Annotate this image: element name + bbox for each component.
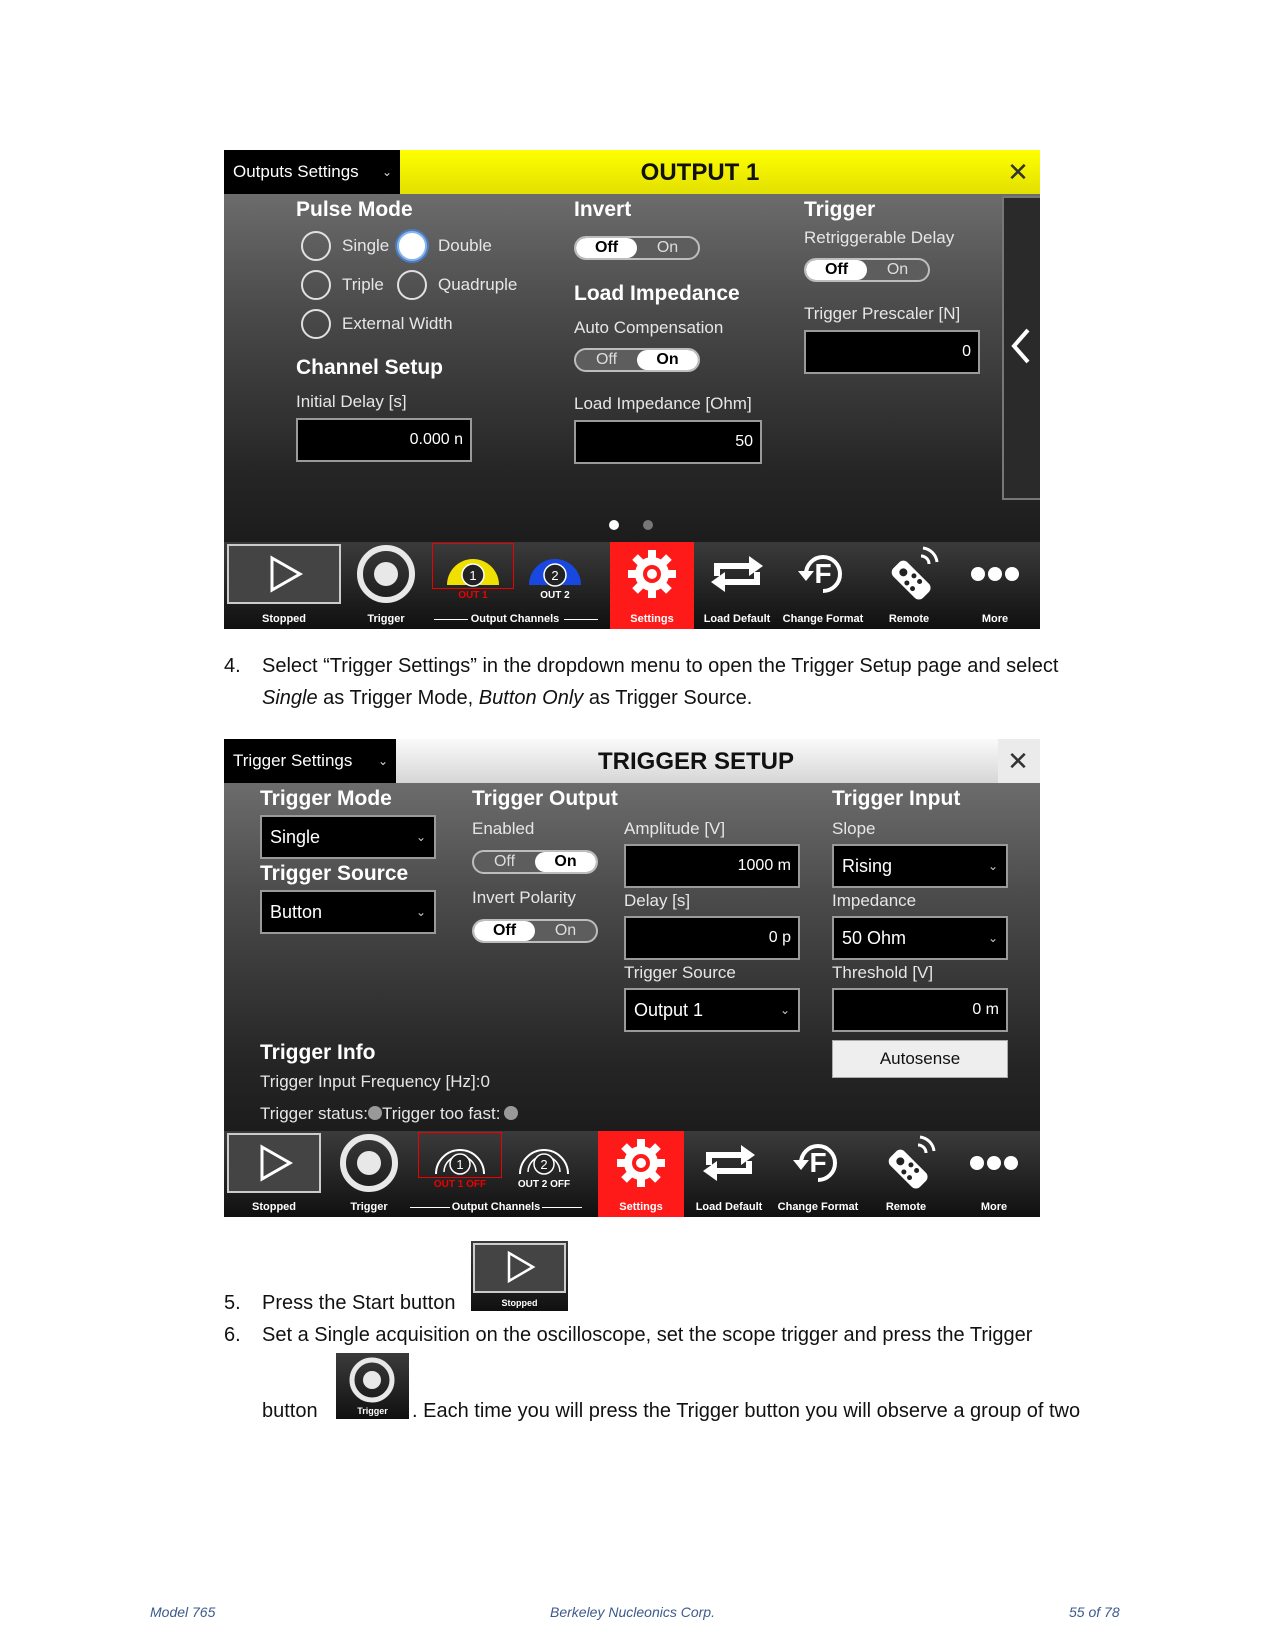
- format-icon: [796, 547, 850, 601]
- chevron-down-icon: ⌄: [987, 931, 998, 945]
- gear-icon: [626, 548, 678, 600]
- step4-em-single: Single: [262, 687, 318, 709]
- trigger-prescaler-label: Trigger Prescaler [N]: [804, 304, 961, 323]
- remote-control-icon: [879, 544, 939, 604]
- play-icon: [264, 554, 304, 594]
- output-channels-label: Output Channels: [470, 613, 560, 625]
- repeat-icon: [701, 1143, 757, 1183]
- trigger-output-source-label: Trigger Source: [624, 963, 736, 982]
- toggle-on-option: On: [637, 350, 698, 370]
- gear-icon: [615, 1137, 667, 1189]
- trigger-header: Trigger: [804, 198, 876, 221]
- radio-triple[interactable]: [301, 270, 331, 300]
- remote-label: Remote: [888, 613, 930, 625]
- delay-label: Delay [s]: [624, 891, 691, 910]
- step4-line1: Select “Trigger Settings” in the dropdown menu to open the Trigger Setup page and select: [262, 655, 1059, 677]
- play-icon: [503, 1250, 537, 1284]
- close-icon[interactable]: ✕: [1007, 746, 1029, 776]
- more-label: More: [981, 613, 1009, 625]
- trigger-output-header: Trigger Output: [472, 787, 618, 810]
- target-icon: [339, 1133, 399, 1193]
- slope-value: Rising: [842, 856, 893, 876]
- radio-quadruple[interactable]: [397, 270, 427, 300]
- trigger-button[interactable]: [324, 1131, 414, 1217]
- trigger-status-label: Trigger status:: [260, 1104, 369, 1123]
- title-bar: [224, 150, 1040, 194]
- enabled-label: Enabled: [472, 819, 535, 838]
- svg-text:2: 2: [540, 1157, 548, 1172]
- invert-polarity-toggle[interactable]: [472, 919, 598, 943]
- retriggerable-delay-label: Retriggerable Delay: [804, 228, 955, 247]
- close-icon[interactable]: ✕: [1007, 157, 1029, 187]
- more-icon: [969, 1155, 1019, 1171]
- step4-number: 4.: [224, 655, 241, 677]
- trigger-source-select[interactable]: [260, 890, 436, 934]
- svg-text:F: F: [809, 1147, 827, 1178]
- chevron-down-icon: ⌄: [415, 830, 426, 844]
- step6-line2b: . Each time you will press the Trigger button you will observe a group of two: [412, 1400, 1081, 1422]
- invert-polarity-label: Invert Polarity: [472, 888, 576, 907]
- output-settings-screenshot: [224, 150, 1040, 629]
- invert-header: Invert: [574, 198, 632, 221]
- impedance-select[interactable]: [832, 916, 1008, 960]
- page-title: OUTPUT 1: [640, 159, 760, 186]
- slope-select[interactable]: [832, 844, 1008, 888]
- load-impedance-header: Load Impedance: [574, 282, 740, 305]
- impedance-value: 50 Ohm: [842, 928, 907, 948]
- trigger-info-header: Trigger Info: [260, 1041, 376, 1064]
- toggle-off-option: Off: [595, 351, 618, 368]
- load-default-button[interactable]: [684, 1131, 774, 1217]
- chevron-down-icon: ⌄: [377, 754, 388, 768]
- start-button-label: Stopped: [262, 613, 306, 625]
- start-button-label: Stopped: [252, 1201, 296, 1213]
- threshold-label: Threshold [V]: [832, 963, 934, 982]
- amplitude-input[interactable]: 1000 m: [624, 844, 800, 888]
- page-indicator[interactable]: [643, 520, 653, 530]
- page-indicator-active[interactable]: [609, 520, 619, 530]
- more-label: More: [980, 1201, 1008, 1213]
- toggle-off-option: Off: [493, 853, 516, 870]
- output2-icon: [514, 1134, 574, 1180]
- trigger-output-source-select[interactable]: [624, 988, 800, 1032]
- pulse-mode-header: Pulse Mode: [296, 198, 413, 221]
- target-icon: [348, 1356, 396, 1404]
- more-button[interactable]: [952, 542, 1038, 629]
- enabled-toggle[interactable]: [472, 850, 598, 874]
- load-default-label: Load Default: [695, 1201, 763, 1213]
- more-icon: [970, 566, 1020, 582]
- step6-line2a: button: [262, 1400, 318, 1422]
- trigger-too-fast-label: Trigger too fast:: [382, 1104, 501, 1123]
- load-impedance-input[interactable]: 50: [574, 420, 762, 464]
- footer-company: Berkeley Nucleonics Corp.: [550, 1604, 715, 1620]
- slope-label: Slope: [832, 819, 876, 838]
- chevron-down-icon: ⌄: [987, 859, 998, 873]
- impedance-label: Impedance: [832, 891, 917, 910]
- format-icon: [791, 1136, 845, 1190]
- svg-text:1: 1: [469, 568, 477, 583]
- step5-number: 5.: [224, 1292, 241, 1314]
- chevron-left-icon: [1004, 198, 1040, 498]
- output1-icon: [430, 1134, 490, 1180]
- retriggerable-delay-toggle[interactable]: [804, 258, 930, 282]
- svg-text:1: 1: [456, 1157, 464, 1172]
- output2-status: OUT 2 OFF: [517, 1179, 571, 1190]
- auto-compensation-label: Auto Compensation: [574, 318, 724, 337]
- trigger-button-label: Trigger: [367, 613, 405, 625]
- bottom-toolbar: [224, 1131, 1040, 1217]
- step6-number: 6.: [224, 1324, 241, 1346]
- output2-icon: [525, 545, 585, 591]
- divider-line: [542, 1207, 582, 1208]
- load-default-button[interactable]: [694, 542, 780, 629]
- trigger-button[interactable]: [344, 542, 428, 629]
- target-icon: [356, 544, 416, 604]
- amplitude-label: Amplitude [V]: [624, 819, 726, 838]
- load-default-label: Load Default: [703, 613, 771, 625]
- change-format-button[interactable]: [774, 1131, 862, 1217]
- step5-text: Press the Start button: [262, 1292, 456, 1314]
- divider-line: [434, 619, 468, 620]
- radio-external-width-label: External Width: [342, 314, 453, 333]
- start-button-inline: [471, 1241, 568, 1311]
- initial-delay-label: Initial Delay [s]: [296, 392, 407, 411]
- svg-text:F: F: [814, 558, 832, 589]
- trigger-output-source-value: Output 1: [634, 1000, 704, 1020]
- channel-setup-header: Channel Setup: [296, 356, 444, 379]
- title-bar: [224, 739, 1040, 783]
- step4-end: as Trigger Source.: [583, 687, 753, 709]
- start-button[interactable]: [224, 542, 344, 629]
- trigger-mode-value: Single: [270, 827, 321, 847]
- trigger-source-value: Button: [270, 902, 323, 922]
- radio-triple-label: Triple: [342, 275, 384, 294]
- trigger-mode-select[interactable]: [260, 815, 436, 859]
- radio-double[interactable]: [397, 231, 427, 261]
- change-format-label: Change Format: [777, 1201, 859, 1213]
- trigger-mode-header: Trigger Mode: [260, 787, 392, 810]
- settings-dropdown-value: Outputs Settings: [233, 162, 359, 181]
- settings-button-label: Settings: [619, 1201, 663, 1213]
- change-format-label: Change Format: [782, 613, 864, 625]
- threshold-input[interactable]: 0 m: [832, 988, 1008, 1032]
- toggle-on-option: On: [656, 239, 679, 256]
- trigger-button-label: Trigger: [350, 1201, 388, 1213]
- too-fast-led-icon: [504, 1106, 518, 1120]
- toggle-off-option: Off: [806, 260, 867, 280]
- settings-button[interactable]: [610, 542, 694, 629]
- toggle-on-option: On: [886, 261, 909, 278]
- autosense-button[interactable]: Autosense: [832, 1040, 1008, 1078]
- toggle-off-option: Off: [576, 238, 637, 258]
- chevron-down-icon: ⌄: [415, 905, 426, 919]
- page-title: TRIGGER SETUP: [597, 748, 795, 775]
- radio-double-label: Double: [438, 236, 492, 255]
- step4-mid: as Trigger Mode,: [317, 687, 479, 709]
- trigger-button-inline: [336, 1353, 409, 1419]
- remote-label: Remote: [885, 1201, 927, 1213]
- settings-button-label: Settings: [630, 613, 674, 625]
- settings-button[interactable]: [598, 1131, 684, 1217]
- footer-page: 55 of 78: [1069, 1604, 1120, 1620]
- output1-status: OUT 1 OFF: [433, 1179, 487, 1190]
- divider-line: [410, 1207, 450, 1208]
- step4-em-button-only: Button Only: [478, 687, 584, 709]
- trigger-button-inline-label: Trigger: [357, 1406, 388, 1416]
- delay-input[interactable]: 0 p: [624, 916, 800, 960]
- remote-button[interactable]: [862, 1131, 950, 1217]
- play-icon: [254, 1143, 294, 1183]
- change-format-button[interactable]: [780, 542, 866, 629]
- auto-compensation-toggle[interactable]: [574, 348, 700, 372]
- remote-control-icon: [876, 1133, 936, 1193]
- divider-line: [564, 619, 598, 620]
- trigger-prescaler-input[interactable]: 0: [804, 330, 980, 374]
- start-button[interactable]: [224, 1131, 324, 1217]
- chevron-down-icon: ⌄: [779, 1003, 790, 1017]
- radio-quadruple-label: Quadruple: [438, 275, 518, 294]
- output1-icon: [443, 545, 503, 591]
- step4-line2: [262, 687, 752, 710]
- more-button[interactable]: [950, 1131, 1038, 1217]
- settings-dropdown[interactable]: [224, 150, 400, 194]
- trigger-source-header: Trigger Source: [260, 862, 409, 885]
- toggle-on-option: On: [535, 852, 596, 872]
- side-panel-tab[interactable]: [1002, 196, 1040, 500]
- initial-delay-input[interactable]: 0.000 n: [296, 418, 472, 462]
- start-button-inline-label: Stopped: [501, 1298, 538, 1308]
- status-led-icon: [368, 1106, 382, 1120]
- invert-toggle[interactable]: [574, 236, 700, 260]
- toggle-on-option: On: [554, 922, 577, 939]
- remote-button[interactable]: [866, 542, 952, 629]
- output1-status: OUT 1: [458, 590, 488, 601]
- bottom-toolbar: [224, 542, 1040, 629]
- output-channels-label: Output Channels: [451, 1201, 541, 1213]
- step6-line1: Set a Single acquisition on the oscilloscope, set the scope trigger and press the Trigger: [262, 1324, 1033, 1346]
- svg-text:2: 2: [551, 568, 559, 583]
- settings-dropdown[interactable]: [224, 739, 396, 783]
- radio-external-width[interactable]: [301, 309, 331, 339]
- radio-single[interactable]: [301, 231, 331, 261]
- load-impedance-value-label: Load Impedance [Ohm]: [574, 394, 752, 413]
- chevron-down-icon: ⌄: [381, 165, 392, 179]
- toggle-off-option: Off: [474, 921, 535, 941]
- trigger-setup-screenshot: [224, 739, 1040, 1217]
- radio-single-label: Single: [342, 236, 390, 255]
- trigger-input-header: Trigger Input: [832, 787, 961, 810]
- output2-status: OUT 2: [540, 590, 570, 601]
- repeat-icon: [709, 554, 765, 594]
- settings-dropdown-value: Trigger Settings: [233, 751, 353, 770]
- trigger-status-row: [260, 1104, 518, 1124]
- trigger-input-frequency: Trigger Input Frequency [Hz]:0: [260, 1072, 490, 1091]
- footer-model: Model 765: [150, 1604, 216, 1620]
